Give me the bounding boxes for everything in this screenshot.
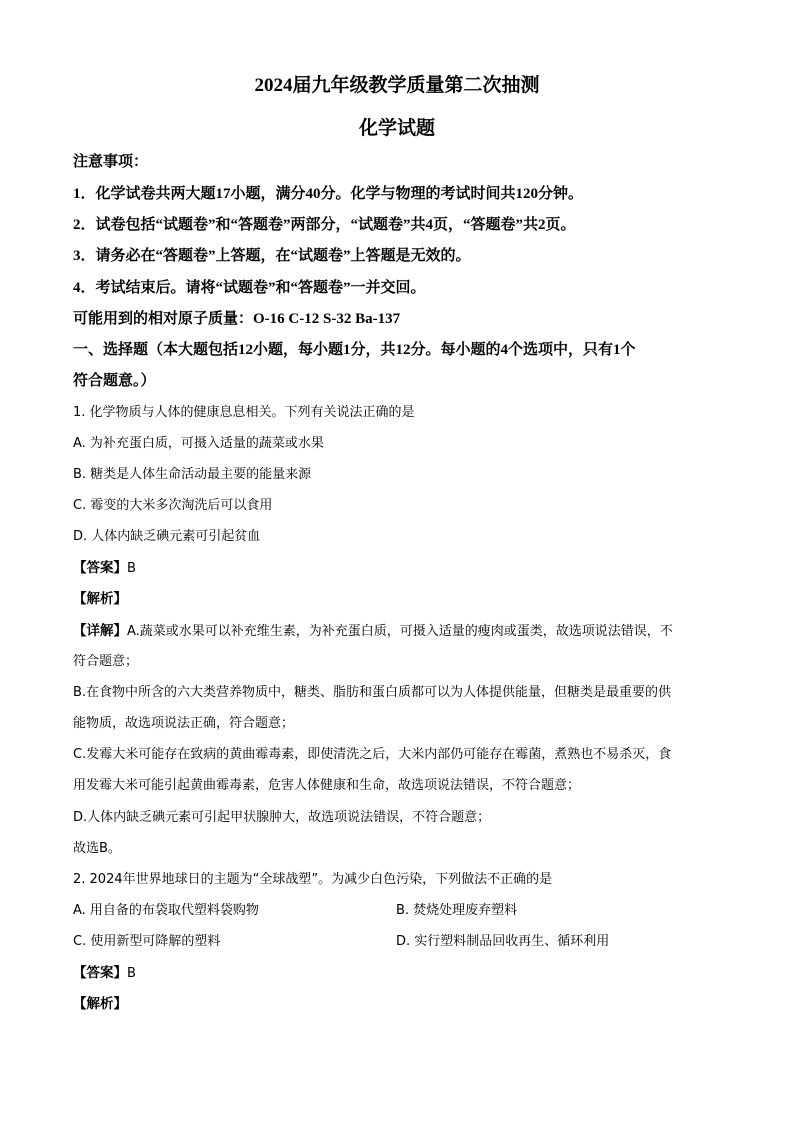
detail-line: B.在食物中所含的六大类营养物质中，糖类、脂肪和蛋白质都可以为人体提供能量，但糖类是最重要的供 [73,685,672,700]
question-2-option-c: C. 使用新型可降解的塑料 [73,934,221,949]
question-1-analysis-tag: 【解析】 [73,591,127,607]
question-2-option-a: A. 用自备的布袋取代塑料袋购物 [73,903,259,918]
notice-item: 4．考试结束后。请将“试题卷”和“答题卷”一并交回。 [73,280,426,296]
question-1-stem: 1. 化学物质与人体的健康息息相关。下列有关说法正确的是 [73,405,415,420]
answer-value: B [127,966,136,981]
detail-line: 故选B。 [73,841,121,856]
atomic-mass-line: 可能用到的相对原子质量：O-16 C-12 S-32 Ba-137 [73,311,401,327]
notice-item: 1．化学试卷共两大题17小题，满分40分。化学与物理的考试时间共120分钟。 [73,186,584,202]
detail-line: 用发霉大米可能引起黄曲霉毒素，危害人体健康和生命，故选项说法错误，不符合题意； [73,778,581,793]
notice-heading: 注意事项： [73,154,149,170]
exam-subtitle: 化学试题 [358,118,435,139]
question-2-analysis-tag: 【解析】 [73,996,127,1012]
detail-line: A.蔬菜或水果可以补充维生素，为补充蛋白质，可摄入适量的瘦肉或蛋类，故选项说法错误，不 [127,624,673,639]
question-2-option-b: B. 焚烧处理废弃塑料 [396,903,518,918]
answer-value: B [127,561,136,576]
detail-tag: 【详解】 [73,623,127,639]
question-1-option-b: B. 糖类是人体生命活动最主要的能量来源 [73,467,312,482]
notice-item: 2．试卷包括“试题卷”和“答题卷”两部分，“试题卷”共4页，“答题卷”共2页。 [73,217,576,233]
question-2-option-d: D. 实行塑料制品回收再生、循环利用 [396,934,610,949]
question-1-answer [73,556,136,576]
detail-line: C.发霉大米可能存在致病的黄曲霉毒素，即使清洗之后，大米内部仍可能存在霉菌，煮熟也不易杀灭，食 [73,747,672,762]
question-1-detail [73,619,673,639]
detail-line: D.人体内缺乏碘元素可引起甲状腺肿大，故选项说法错误，不符合题意； [73,810,491,825]
answer-tag: 【答案】 [73,560,127,576]
answer-tag: 【答案】 [73,965,127,981]
question-2-answer [73,961,136,981]
exam-title: 2024届九年级教学质量第二次抽测 [254,75,540,96]
question-1-option-a: A. 为补充蛋白质，可摄入适量的蔬菜或水果 [73,436,324,451]
section-heading-cont: 符合题意。） [73,373,156,389]
question-1-option-d: D. 人体内缺乏碘元素可引起贫血 [73,529,261,544]
question-1-option-c: C. 霉变的大米多次淘洗后可以食用 [73,498,273,513]
question-2-stem: 2. 2024年世界地球日的主题为“全球战塑”。为减少白色污染，下列做法不正确的是 [73,872,553,887]
section-heading: 一、选择题（本大题包括12小题，每小题1分，共12分。每小题的4个选项中，只有1个 [73,342,636,358]
detail-line: 符合题意； [73,654,139,669]
detail-line: 能物质，故选项说法正确，符合题意； [73,716,295,731]
notice-item: 3．请务必在“答题卷”上答题，在“试题卷”上答题是无效的。 [73,248,471,264]
